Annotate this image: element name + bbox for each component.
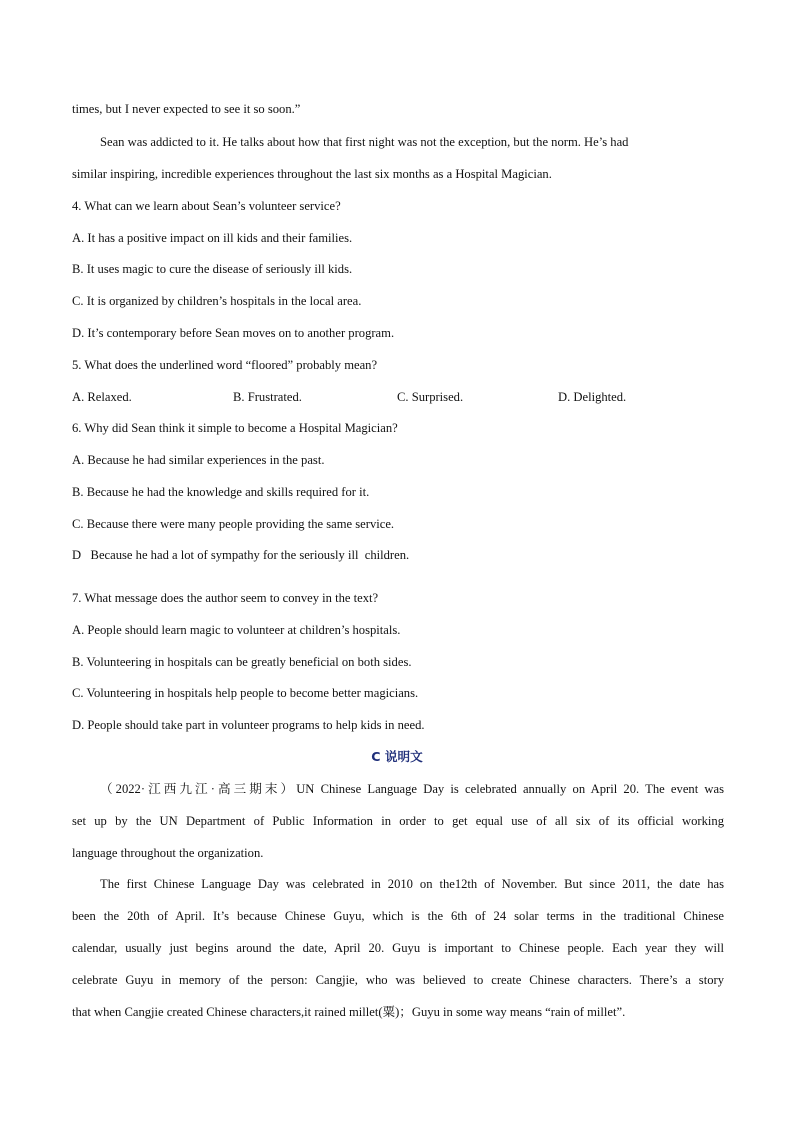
passage-line: similar inspiring, incredible experiences throughout the last six months as a Hospital Magician. bbox=[72, 167, 552, 181]
question-7-option-b: B. Volunteering in hospitals can be greatly beneficial on both sides. bbox=[72, 655, 412, 669]
passage-line: calendar, usually just begins around the date, April 20. Guyu is important to Chinese people. Each year they will bbox=[72, 941, 724, 955]
passage-line: The first Chinese Language Day was celebrated in 2010 on the12th of November. But since 2011, the date has bbox=[100, 877, 724, 891]
question-4-stem: 4. What can we learn about Sean’s volunteer service? bbox=[72, 199, 341, 213]
question-6-option-a: A. Because he had similar experiences in the past. bbox=[72, 453, 325, 467]
question-4-option-b: B. It uses magic to cure the disease of seriously ill kids. bbox=[72, 262, 353, 276]
passage-line: that when Cangjie created Chinese characters,it rained millet(粟)；Guyu in some way means “rain of millet”. bbox=[72, 1005, 626, 1019]
passage-line: celebrate Guyu in memory of the person: Cangjie, who was believed to create Chinese characters. There’s a story bbox=[72, 973, 724, 987]
question-5-option-b: B. Frustrated. bbox=[233, 390, 302, 404]
question-7-option-a: A. People should learn magic to volunteer at children’s hospitals. bbox=[72, 623, 401, 637]
question-7-option-d: D. People should take part in volunteer programs to help kids in need. bbox=[72, 718, 425, 732]
question-6-option-c: C. Because there were many people providing the same service. bbox=[72, 517, 395, 531]
question-5-options bbox=[72, 389, 724, 405]
passage-line: set up by the UN Department of Public Information in order to get equal use of all six of its official working bbox=[72, 814, 724, 828]
question-5-stem: 5. What does the underlined word “floored” probably mean? bbox=[72, 358, 378, 372]
question-4-option-c: C. It is organized by children’s hospitals in the local area. bbox=[72, 294, 362, 308]
question-6-option-b: B. Because he had the knowledge and skills required for it. bbox=[72, 485, 370, 499]
section-heading: C 说明文 bbox=[371, 749, 423, 764]
question-5-option-a: A. Relaxed. bbox=[72, 390, 132, 404]
question-7-stem: 7. What message does the author seem to convey in the text? bbox=[72, 591, 379, 605]
passage-line: language throughout the organization. bbox=[72, 846, 264, 860]
question-5-option-c: C. Surprised. bbox=[397, 390, 464, 404]
question-7-option-c: C. Volunteering in hospitals help people to become better magicians. bbox=[72, 686, 419, 700]
question-6-stem: 6. Why did Sean think it simple to become a Hospital Magician? bbox=[72, 421, 398, 435]
question-4-option-d: D. It’s contemporary before Sean moves on to another program. bbox=[72, 326, 395, 340]
passage-line: times, but I never expected to see it so soon.” bbox=[72, 102, 301, 116]
question-5-option-d: D. Delighted. bbox=[558, 390, 627, 404]
passage-line: been the 20th of April. It’s because Chinese Guyu, which is the 6th of 24 solar terms in the traditional Chinese bbox=[72, 909, 724, 923]
question-4-option-a: A. It has a positive impact on ill kids and their families. bbox=[72, 231, 353, 245]
passage-line: （2022·江西九江·高三期末）UN Chinese Language Day is celebrated annually on April 20. The event was bbox=[100, 782, 724, 796]
question-6-option-d: D Because he had a lot of sympathy for the seriously ill children. bbox=[72, 548, 410, 562]
passage-line: Sean was addicted to it. He talks about how that first night was not the exception, but the norm. He’s had bbox=[100, 135, 629, 149]
